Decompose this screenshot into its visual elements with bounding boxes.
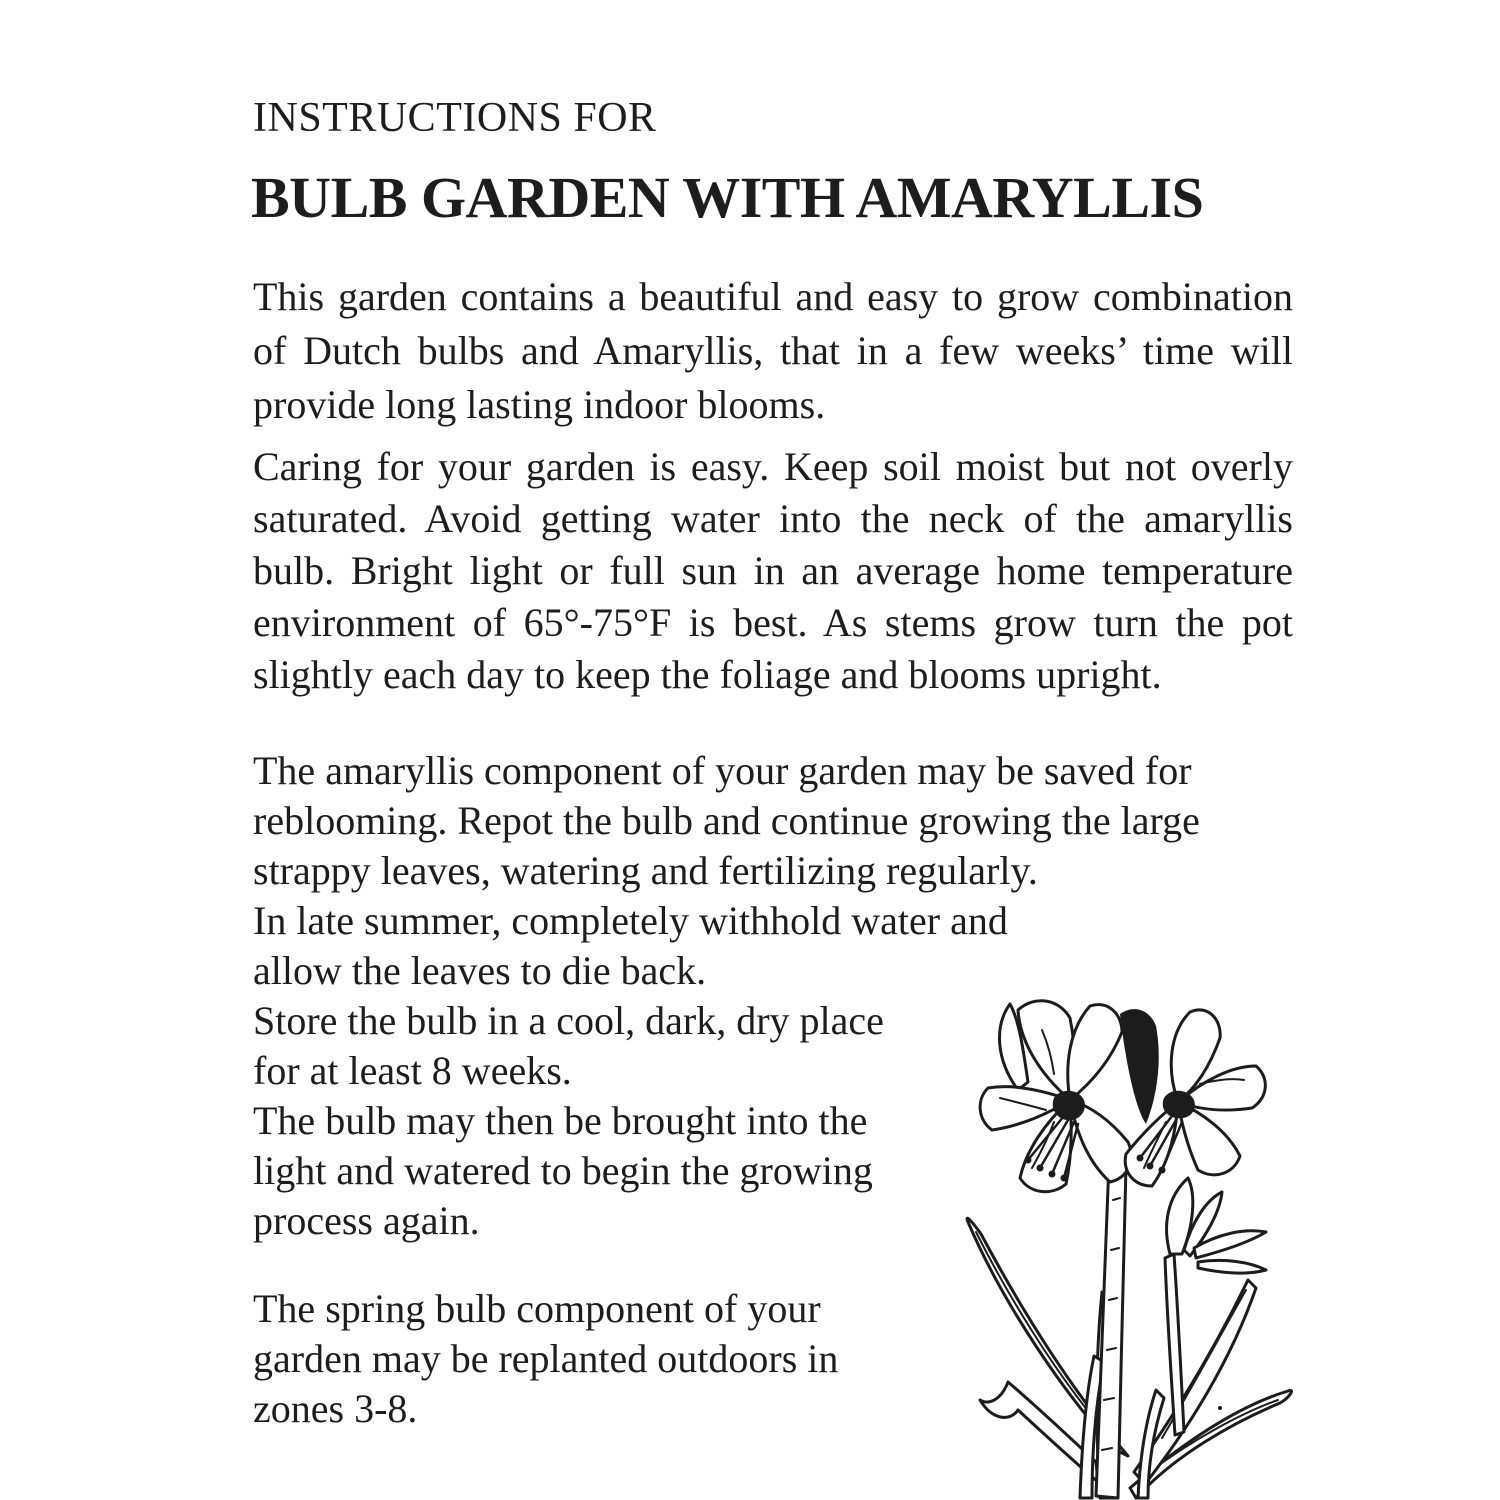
dark-foliage (1120, 1009, 1159, 1124)
text-line: In late summer, completely withhold water and (253, 898, 1008, 943)
text-line: zones 3-8. (253, 1386, 418, 1431)
text-line: process again. (253, 1198, 480, 1243)
text-line: provide long lasting indoor blooms. (253, 382, 826, 427)
text-line: of Dutch bulbs and Amaryllis, that in a few weeks’ time will (253, 328, 1293, 373)
text-line: Store the bulb in a cool, dark, dry place (253, 998, 884, 1043)
text-line: for at least 8 weeks. (253, 1048, 572, 1093)
text-line: bulb. Bright light or full sun in an average home temperature (253, 548, 1293, 593)
text-line: environment of 65°-75°F is best. As stems grow turn the pot (253, 600, 1293, 645)
text-line: The amaryllis component of your garden may be saved for (253, 748, 1192, 793)
text-line: reblooming. Repot the bulb and continue growing the large (253, 798, 1200, 843)
text-line: Caring for your garden is easy. Keep soil moist but not overly (253, 444, 1293, 489)
leaves (967, 1218, 1291, 1498)
intro-paragraph (253, 270, 1293, 432)
amaryllis-illustration (948, 970, 1360, 1500)
text-line: The spring bulb component of your (253, 1286, 821, 1331)
text-line: light and watered to begin the growing (253, 1148, 873, 1193)
text-line: The bulb may then be brought into the (253, 1098, 868, 1143)
flower-left (980, 1001, 1131, 1192)
amaryllis-drawing (948, 970, 1360, 1500)
text-line: garden may be replanted outdoors in (253, 1336, 839, 1381)
care-paragraph (253, 441, 1293, 701)
text-line: This garden contains a beautiful and easy to grow combination (253, 274, 1293, 319)
text-line: strappy leaves, watering and fertilizing regularly. (253, 848, 1038, 893)
bud (1165, 1178, 1266, 1435)
kicker: INSTRUCTIONS FOR (253, 95, 657, 141)
ink-dot (1218, 1406, 1222, 1410)
text-line: allow the leaves to die back. (253, 948, 707, 993)
page-title: BULB GARDEN WITH AMARYLLIS (251, 165, 1204, 230)
text-line: slightly each day to keep the foliage and blooms upright. (253, 652, 1162, 697)
text-line: saturated. Avoid getting water into the neck of the amaryllis (253, 496, 1293, 541)
